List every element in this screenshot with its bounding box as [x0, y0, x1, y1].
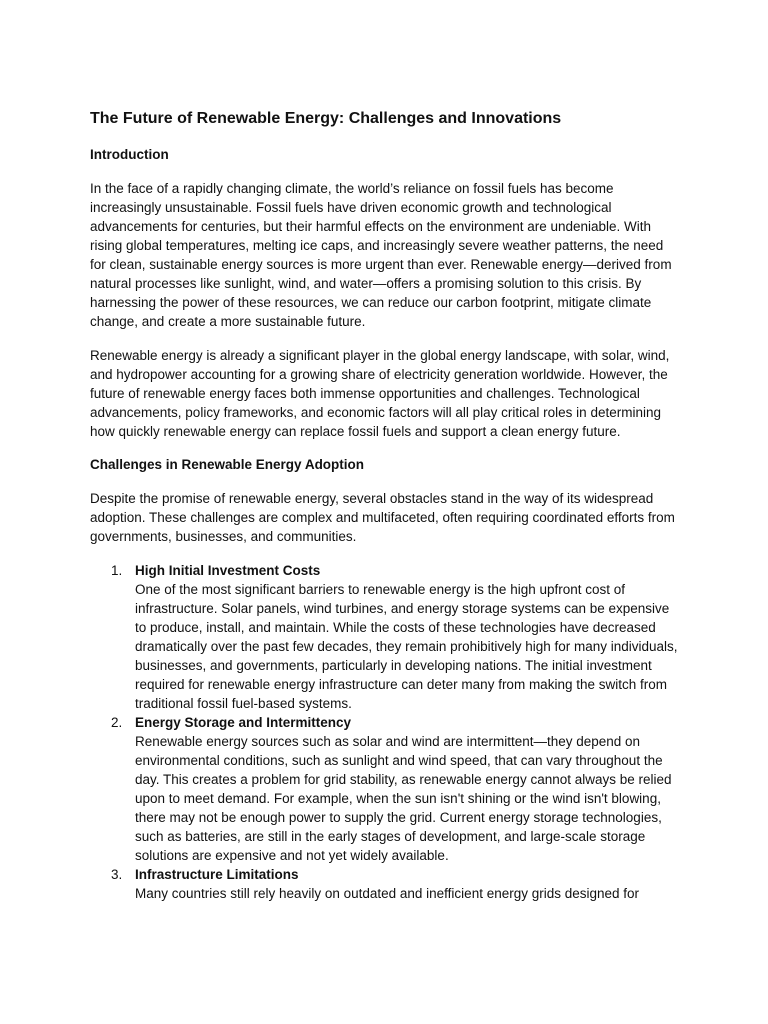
- introduction-heading: Introduction: [90, 147, 169, 162]
- challenges-heading: Challenges in Renewable Energy Adoption: [90, 457, 365, 472]
- challenge-item-energy-storage: [90, 713, 680, 865]
- challenge-item-investment-costs: [90, 561, 680, 713]
- list-item-number: 1.: [111, 563, 123, 578]
- challenge-item-infrastructure: [90, 865, 680, 903]
- list-item-body: Renewable energy sources such as solar and wind are intermittent—they depend on environmental conditions, such as sunlight and wind speed, that can vary throughout the day. This creates a problem for grid stability, as renewable energy cannot always be relied upon to meet demand. For example, when the sun isn't shining or the wind isn't blowing, there may not be enough power to supply the grid. Current energy storage technologies, such as batteries, are still in the early stages of development, and large-scale storage solutions are expensive and not yet widely available.: [135, 734, 672, 863]
- introduction-paragraph-2: Renewable energy is already a significant player in the global energy landscape, with solar, wind, and hydropower accounting for a growing share of electricity generation worldwide. However, the future of renewable energy faces both immense opportunities and challenges. Technological advancements, policy frameworks, and economic factors will all play critical roles in determining how quickly renewable energy can replace fossil fuels and support a clean energy future.: [90, 348, 670, 439]
- challenges-intro-paragraph: Despite the promise of renewable energy, several obstacles stand in the way of its widespread adoption. These challenges are complex and multifaceted, often requiring coordinated efforts from governments, businesses, and communities.: [90, 491, 675, 544]
- document-page: [90, 108, 680, 903]
- list-item-number: 2.: [111, 715, 123, 730]
- list-item-title: High Initial Investment Costs: [135, 563, 321, 578]
- challenges-list: [90, 561, 680, 903]
- list-item-body: One of the most significant barriers to renewable energy is the high upfront cost of infrastructure. Solar panels, wind turbines, and energy storage systems can be expensive to produce, install, and maintain. While the costs of these technologies have decreased dramatically over the past few decades, they remain prohibitively high for many individuals, businesses, and governments, particularly in developing nations. The initial investment required for renewable energy infrastructure can deter many from making the switch from traditional fossil fuel-based systems.: [135, 582, 678, 711]
- list-item-title: Energy Storage and Intermittency: [135, 715, 352, 730]
- document-title: The Future of Renewable Energy: Challenges and Innovations: [90, 110, 562, 127]
- list-item-body: Many countries still rely heavily on outdated and inefficient energy grids designed for: [135, 886, 640, 901]
- list-item-number: 3.: [111, 867, 123, 882]
- list-item-title: Infrastructure Limitations: [135, 867, 299, 882]
- introduction-paragraph-1: In the face of a rapidly changing climate, the world’s reliance on fossil fuels has become increasingly unsustainable. Fossil fuels have driven economic growth and technological advancements for centuries, but their harmful effects on the environment are undeniable. With rising global temperatures, melting ice caps, and increasingly severe weather patterns, the need for clean, sustainable energy sources is more urgent than ever. Renewable energy—derived from natural processes like sunlight, wind, and water—offers a promising solution to this crisis. By harnessing the power of these resources, we can reduce our carbon footprint, mitigate climate change, and create a more sustainable future.: [90, 181, 672, 329]
